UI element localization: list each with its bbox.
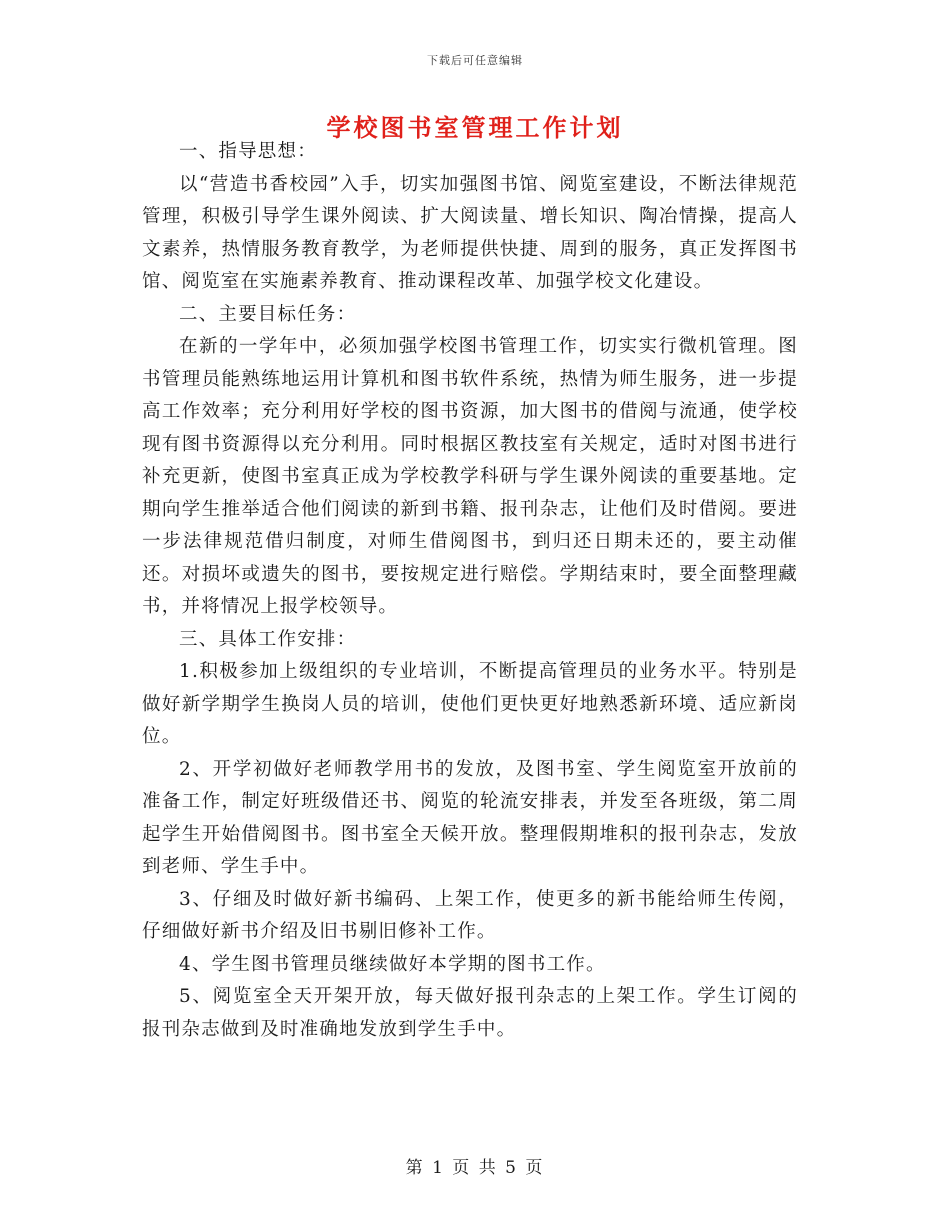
footer-total-pages: 5 [505,1158,518,1178]
footer-prefix: 第 [405,1158,425,1178]
list-item-student-librarians: 4、学生图书管理员继续做好本学期的图书工作。 [179,953,606,975]
paragraph-main-goals: 在新的一学年中，必须加强学校图书管理工作，切实实行微机管理。图书管理员能熟练地运用计算机和图书软件系统，热情为师生服务，进一步提高工作效率；充分利用好学校的图书资源，加大图书的借阅与流通，使学校现有图书资源得以充分利用。同时根据区教技室有关规定，适时对图书进行补充更新，使图书室真正成为学校教学科研与学生课外阅读的重要基地。定期向学生推举适合他们阅读的新到书籍、报刊杂志，让他们及时借阅。要进一步法律规范借归制度，对师生借阅图书，到归还日期未还的，要主动催还。对损坏或遗失的图书，要按规定进行赔偿。学期结束时，要全面整理藏书，并将情况上报学校领导。 [142,336,798,617]
footer-suffix: 页 [525,1158,545,1178]
list-item-semester-start: 2、开学初做好老师教学用书的发放，及图书室、学生阅览室开放前的准备工作，制定好班级借还书、阅览的轮流安排表，并发至各班级，第二周起学生开始借阅图书。图书室全天候开放。整理假期堆积的报刊杂志，发放到老师、学生手中。 [142,758,798,877]
page-header-note: 下载后可任意编辑 [427,54,523,67]
section-heading-main-goals: 二、主要目标任务： [179,303,357,325]
section-heading-work-arrangement: 三、具体工作安排： [179,628,357,650]
footer-page-number: 1 [432,1158,445,1178]
section-heading-guiding-ideology: 一、指导思想： [179,141,317,162]
document-title: 学校图书室管理工作计划 [326,113,624,142]
document-body [142,136,798,1046]
list-item-training: 1.积极参加上级组织的专业培训，不断提高管理员的业务水平。特别是做好新学期学生换岗人员的培训，使他们更快更好地熟悉新环境、适应新岗位。 [142,661,798,747]
page-footer [0,1153,950,1178]
list-item-reading-room: 5、阅览室全天开架开放，每天做好报刊杂志的上架工作。学生订阅的报刊杂志做到及时准确地发放到学生手中。 [142,986,798,1040]
footer-middle: 页 共 [452,1158,498,1178]
list-item-new-books: 3、仔细及时做好新书编码、上架工作，使更多的新书能给师生传阅，仔细做好新书介绍及旧书剔旧修补工作。 [142,888,798,942]
paragraph-guiding-ideology: 以“营造书香校园”入手，切实加强图书馆、阅览室建设，不断法律规范管理，积极引导学生课外阅读、扩大阅读量、增长知识、陶冶情操，提高人文素养，热情服务教育教学，为老师提供快捷、周到的服务，真正发挥图书馆、阅览室在实施素养教育、推动课程改革、加强学校文化建设。 [142,173,798,292]
